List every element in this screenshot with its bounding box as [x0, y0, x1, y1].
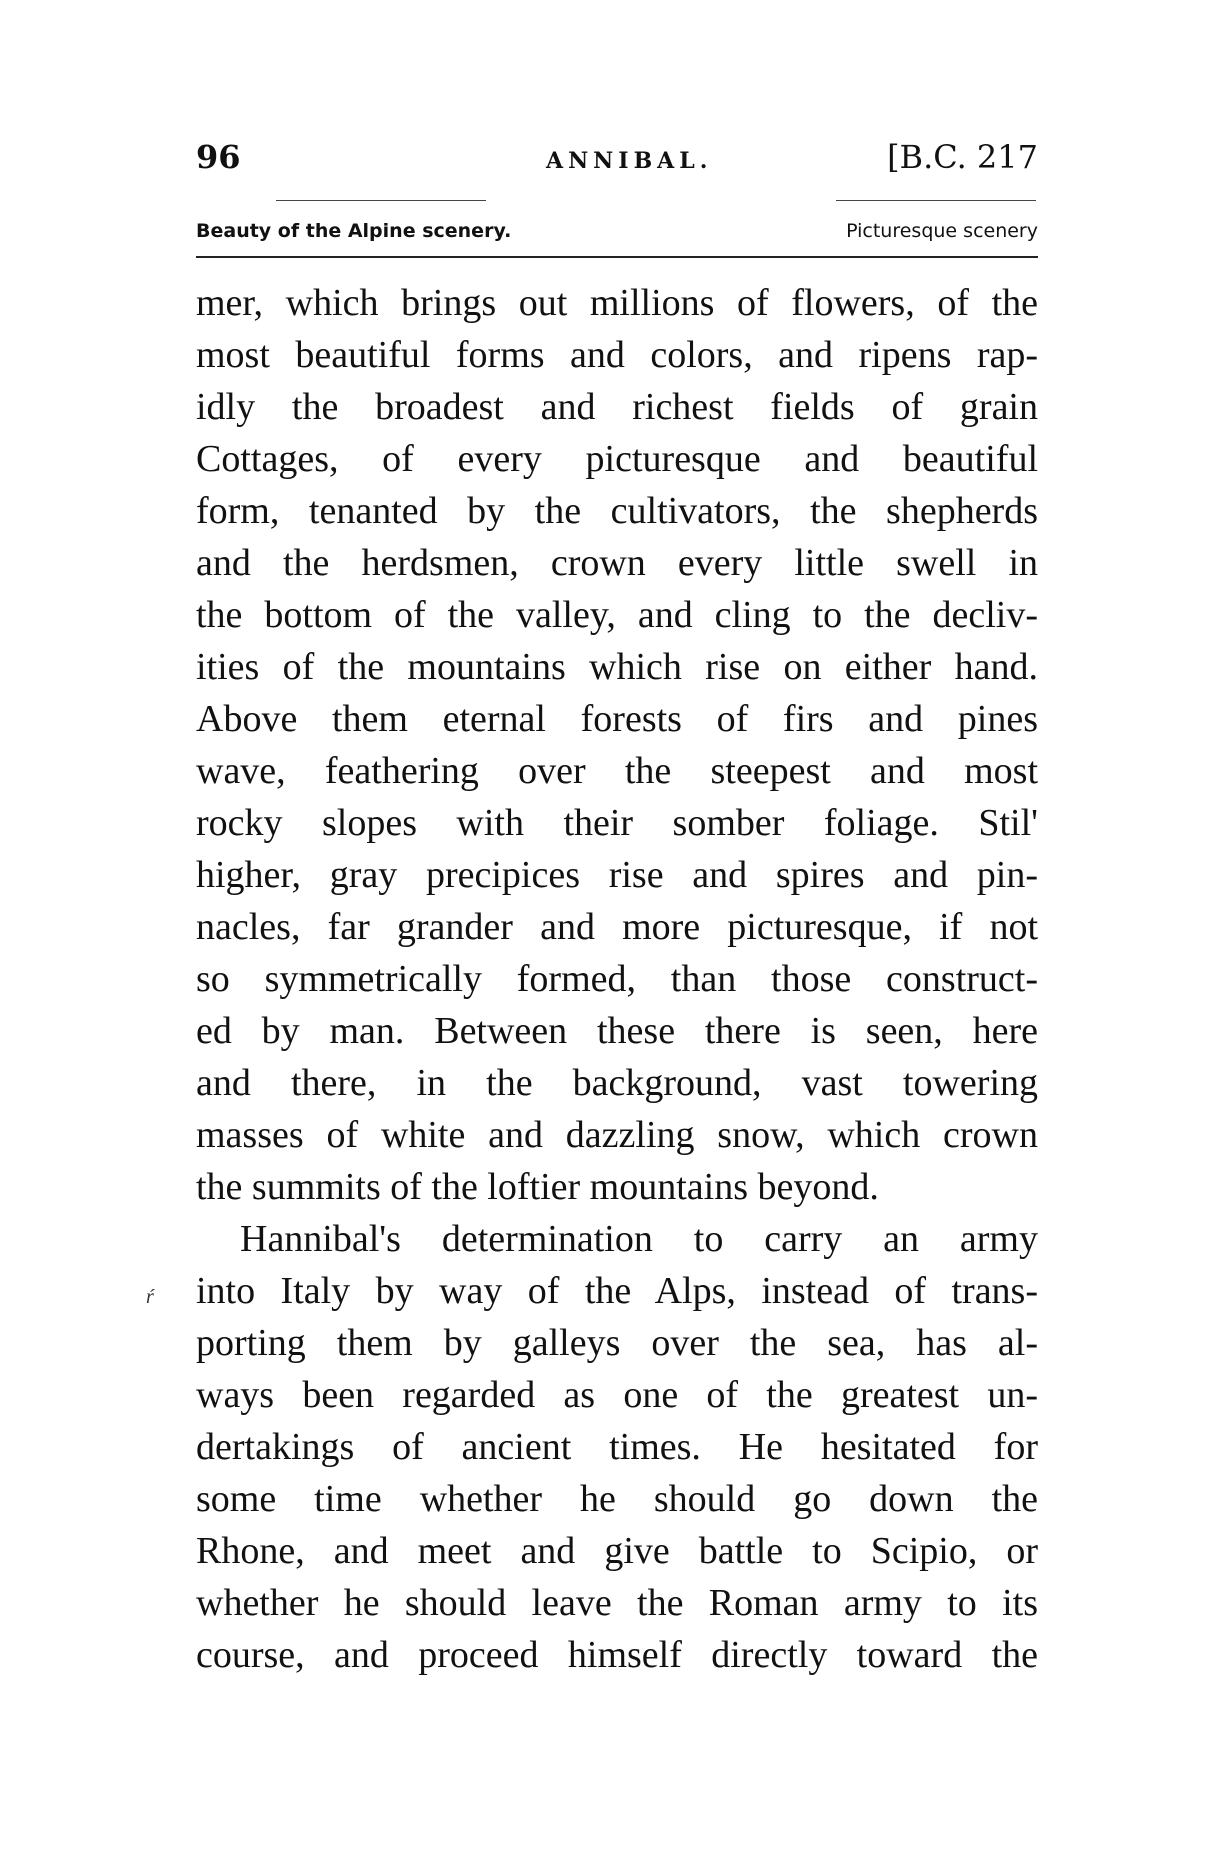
header-rule-right — [836, 200, 1036, 201]
text-line: ities of the mountains which rise on either hand. — [196, 646, 1038, 688]
date-reference: [B.C. 217 — [887, 138, 1038, 176]
text-line: most beautiful forms and colors, and ripens rap- — [196, 334, 1038, 376]
text-line: ed by man. Between these there is seen, here — [196, 1010, 1038, 1052]
text-line: Rhone, and meet and give battle to Scipio, or — [196, 1530, 1038, 1572]
text-line: some time whether he should go down the — [196, 1478, 1038, 1520]
paragraph-start-line: Hannibal's determination to carry an army — [240, 1218, 1038, 1260]
text-line: nacles, far grander and more picturesque, if not — [196, 906, 1038, 948]
body-text — [196, 277, 1038, 1681]
text-line: course, and proceed himself directly toward the — [196, 1634, 1038, 1676]
text-line: mer, which brings out millions of flowers, of the — [196, 282, 1038, 324]
marginal-subheads — [196, 220, 1038, 254]
text-line: form, tenanted by the cultivators, the shepherds — [196, 490, 1038, 532]
text-line: the summits of the loftier mountains beyond. — [196, 1166, 879, 1208]
subhead-left: Beauty of the Alpine scenery. — [196, 220, 512, 242]
text-line: wave, feathering over the steepest and most — [196, 750, 1038, 792]
text-line: into Italy by way of the Alps, instead of trans- — [196, 1270, 1038, 1312]
text-line: whether he should leave the Roman army to its — [196, 1582, 1038, 1624]
text-line: masses of white and dazzling snow, which crown — [196, 1114, 1038, 1156]
text-line: ways been regarded as one of the greatest un- — [196, 1374, 1038, 1416]
subhead-right: Picturesque scenery — [846, 220, 1038, 242]
running-title: ANNIBAL. — [546, 148, 713, 174]
text-line: porting them by galleys over the sea, has al- — [196, 1322, 1038, 1364]
text-line: the bottom of the valley, and cling to the decliv- — [196, 594, 1038, 636]
text-line: Above them eternal forests of firs and pines — [196, 698, 1038, 740]
header-rule-left — [276, 200, 486, 201]
text-line: rocky slopes with their somber foliage. Stil' — [196, 802, 1038, 844]
running-head — [196, 138, 1038, 184]
text-line: dertakings of ancient times. He hesitated for — [196, 1426, 1038, 1468]
text-line: Cottages, of every picturesque and beautiful — [196, 438, 1038, 480]
page-number: 96 — [196, 138, 241, 176]
text-line: idly the broadest and richest fields of grain — [196, 386, 1038, 428]
text-line: so symmetrically formed, than those construct- — [196, 958, 1038, 1000]
margin-mark: ŕ — [146, 1286, 154, 1308]
header-rule-full — [196, 256, 1038, 258]
text-line: higher, gray precipices rise and spires and pin- — [196, 854, 1038, 896]
text-line: and the herdsmen, crown every little swell in — [196, 542, 1038, 584]
text-line: and there, in the background, vast towering — [196, 1062, 1038, 1104]
